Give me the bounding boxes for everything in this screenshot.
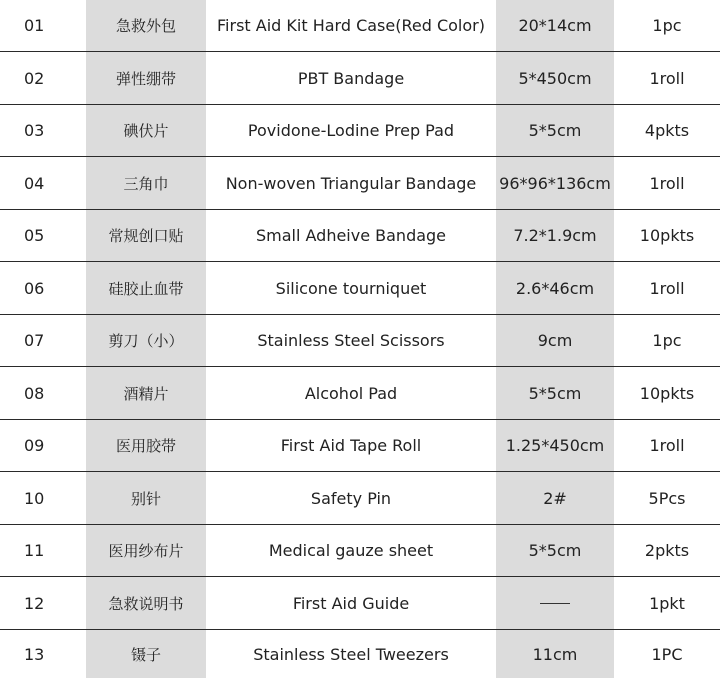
- item-number: 03: [24, 121, 45, 140]
- item-english-name: First Aid Kit Hard Case(Red Color): [217, 16, 485, 35]
- item-chinese-name: 急救外包: [86, 0, 206, 51]
- item-spec: 5*5cm: [496, 525, 614, 576]
- item-quantity: 1roll: [649, 68, 685, 88]
- table-row: [0, 157, 720, 210]
- item-english-name: Povidone-Lodine Prep Pad: [247, 121, 455, 140]
- table-row: [0, 577, 720, 630]
- item-quantity: 4pkts: [644, 121, 690, 140]
- item-english-name: Stainless Steel Tweezers: [253, 644, 449, 664]
- item-spec: 20*14cm: [496, 0, 614, 51]
- item-quantity: 1pc: [652, 331, 682, 350]
- item-number: 06: [24, 278, 45, 298]
- item-spec: 7.2*1.9cm: [496, 210, 614, 261]
- item-chinese-name: 硅胶止血带: [86, 262, 206, 314]
- item-quantity: 1roll: [649, 173, 685, 193]
- item-english-name: Medical gauze sheet: [268, 541, 434, 560]
- item-english-name: PBT Bandage: [297, 68, 405, 88]
- item-english-name: First Aid Tape Roll: [280, 436, 422, 455]
- item-quantity: 5Pcs: [648, 488, 686, 508]
- item-number: 11: [24, 541, 45, 560]
- item-quantity: 1pc: [652, 16, 682, 35]
- item-number: 05: [24, 226, 45, 245]
- item-spec: 5*5cm: [496, 105, 614, 156]
- item-english-name: Small Adheive Bandage: [255, 226, 447, 245]
- item-quantity: 1roll: [649, 278, 685, 298]
- item-spec: 2.6*46cm: [496, 262, 614, 314]
- item-quantity: 2pkts: [644, 541, 690, 560]
- item-number: 13: [24, 644, 45, 664]
- item-number: 08: [24, 383, 45, 403]
- table-row: [0, 52, 720, 105]
- table-row: [0, 262, 720, 315]
- item-chinese-name: 碘伏片: [86, 105, 206, 156]
- item-number: 10: [24, 488, 45, 508]
- item-chinese-name: 镊子: [86, 630, 206, 678]
- item-quantity: 10pkts: [639, 226, 695, 245]
- item-chinese-name: 剪刀（小）: [86, 315, 206, 366]
- item-english-name: Safety Pin: [310, 488, 392, 508]
- table-row: [0, 472, 720, 525]
- item-number: 07: [24, 331, 45, 350]
- item-spec: 5*5cm: [496, 367, 614, 419]
- table-row: [0, 210, 720, 262]
- item-quantity: 10pkts: [639, 383, 695, 403]
- item-spec: 2#: [496, 472, 614, 524]
- table-row: [0, 105, 720, 157]
- item-chinese-name: 医用纱布片: [86, 525, 206, 576]
- item-english-name: Non-woven Triangular Bandage: [225, 173, 477, 193]
- item-spec: 5*450cm: [496, 52, 614, 104]
- item-spec-empty-dash: [496, 577, 614, 629]
- item-chinese-name: 别针: [86, 472, 206, 524]
- item-english-name: Silicone tourniquet: [275, 278, 427, 298]
- table-row: [0, 315, 720, 367]
- item-spec: 96*96*136cm: [496, 157, 614, 209]
- table-row: [0, 420, 720, 472]
- table-row: [0, 367, 720, 420]
- item-chinese-name: 酒精片: [86, 367, 206, 419]
- item-english-name: First Aid Guide: [292, 593, 410, 613]
- item-chinese-name: 三角巾: [86, 157, 206, 209]
- item-quantity: 1roll: [649, 436, 685, 455]
- item-english-name: Stainless Steel Scissors: [257, 331, 445, 350]
- item-spec: 11cm: [496, 630, 614, 678]
- item-chinese-name: 急救说明书: [86, 577, 206, 629]
- item-chinese-name: 医用胶带: [86, 420, 206, 471]
- item-quantity: 1pkt: [649, 593, 685, 613]
- item-number: 01: [24, 16, 45, 35]
- table-row: [0, 525, 720, 577]
- item-number: 12: [24, 593, 45, 613]
- item-chinese-name: 弹性绷带: [86, 52, 206, 104]
- item-chinese-name: 常规创口贴: [86, 210, 206, 261]
- item-number: 04: [24, 173, 45, 193]
- table-row: [0, 630, 720, 678]
- item-english-name: Alcohol Pad: [304, 383, 398, 403]
- item-quantity: 1PC: [651, 644, 683, 664]
- item-spec: 9cm: [496, 315, 614, 366]
- item-number: 02: [24, 68, 45, 88]
- item-spec: 1.25*450cm: [496, 420, 614, 471]
- item-number: 09: [24, 436, 45, 455]
- table-row: [0, 0, 720, 52]
